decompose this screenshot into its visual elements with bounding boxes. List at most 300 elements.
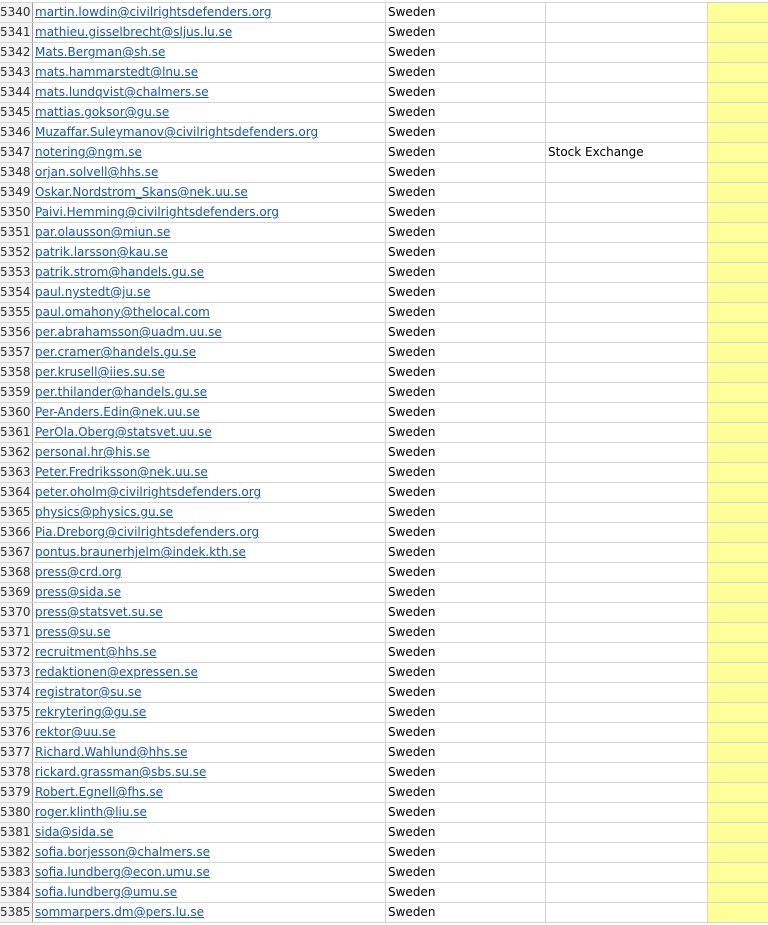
country-cell[interactable]: Sweden (386, 323, 546, 342)
highlighted-cell[interactable] (708, 823, 768, 842)
country-cell[interactable]: Sweden (386, 103, 546, 122)
email-cell[interactable] (33, 123, 386, 142)
email-cell[interactable] (33, 283, 386, 302)
email-cell[interactable] (33, 683, 386, 702)
note-cell[interactable] (546, 543, 708, 562)
email-link[interactable]: Per-Anders.Edin@nek.uu.se (35, 405, 200, 419)
email-link[interactable]: patrik.strom@handels.gu.se (35, 265, 205, 279)
email-link[interactable]: sida@sida.se (35, 825, 114, 839)
email-cell[interactable] (33, 223, 386, 242)
note-cell[interactable] (546, 323, 708, 342)
row-number[interactable]: 5367 (0, 543, 33, 562)
note-cell[interactable] (546, 203, 708, 222)
email-link[interactable]: Muzaffar.Suleymanov@civilrightsdefenders.org (35, 125, 319, 139)
email-cell[interactable] (33, 803, 386, 822)
highlighted-cell[interactable] (708, 523, 768, 542)
row-number[interactable]: 5376 (0, 723, 33, 742)
email-cell[interactable] (33, 763, 386, 782)
email-cell[interactable] (33, 583, 386, 602)
country-cell[interactable]: Sweden (386, 803, 546, 822)
country-cell[interactable]: Sweden (386, 543, 546, 562)
email-cell[interactable] (33, 483, 386, 502)
table-row (0, 583, 768, 603)
country-cell[interactable]: Sweden (386, 503, 546, 522)
highlighted-cell[interactable] (708, 683, 768, 702)
note-cell[interactable] (546, 643, 708, 662)
country-cell[interactable]: Sweden (386, 523, 546, 542)
email-cell[interactable] (33, 643, 386, 662)
highlighted-cell[interactable] (708, 743, 768, 762)
email-cell[interactable] (33, 863, 386, 882)
table-row (0, 223, 768, 243)
email-cell[interactable] (33, 163, 386, 182)
highlighted-cell[interactable] (708, 103, 768, 122)
highlighted-cell[interactable] (708, 283, 768, 302)
note-cell[interactable] (546, 563, 708, 582)
email-link[interactable]: rektor@uu.se (35, 725, 116, 739)
country-cell[interactable]: Sweden (386, 203, 546, 222)
email-link[interactable]: Peter.Fredriksson@nek.uu.se (35, 465, 208, 479)
note-cell[interactable] (546, 583, 708, 602)
note-cell[interactable] (546, 823, 708, 842)
email-link[interactable]: par.olausson@miun.se (35, 225, 171, 239)
email-cell[interactable] (33, 323, 386, 342)
email-link[interactable]: press@crd.org (35, 565, 122, 579)
note-cell[interactable] (546, 863, 708, 882)
highlighted-cell[interactable] (708, 623, 768, 642)
row-number[interactable]: 5373 (0, 663, 33, 682)
email-cell[interactable] (33, 563, 386, 582)
email-link[interactable]: Mats.Bergman@sh.se (35, 45, 166, 59)
email-cell[interactable] (33, 143, 386, 162)
row-number[interactable]: 5346 (0, 123, 33, 142)
email-link[interactable]: paul.omahony@thelocal.com (35, 305, 210, 319)
email-cell[interactable] (33, 183, 386, 202)
note-cell[interactable] (546, 243, 708, 262)
email-cell[interactable] (33, 703, 386, 722)
row-number[interactable]: 5352 (0, 243, 33, 262)
country-cell[interactable]: Sweden (386, 443, 546, 462)
email-cell[interactable] (33, 743, 386, 762)
note-cell[interactable] (546, 783, 708, 802)
note-cell[interactable]: Stock Exchange (546, 143, 708, 162)
row-number[interactable]: 5357 (0, 343, 33, 362)
highlighted-cell[interactable] (708, 643, 768, 662)
country-cell[interactable]: Sweden (386, 563, 546, 582)
note-cell[interactable] (546, 343, 708, 362)
note-cell[interactable] (546, 423, 708, 442)
country-cell[interactable]: Sweden (386, 23, 546, 42)
email-link[interactable]: peter.oholm@civilrightsdefenders.org (35, 485, 262, 499)
country-cell[interactable]: Sweden (386, 643, 546, 662)
row-number[interactable]: 5368 (0, 563, 33, 582)
country-cell[interactable]: Sweden (386, 143, 546, 162)
row-number[interactable]: 5370 (0, 603, 33, 622)
note-cell[interactable] (546, 703, 708, 722)
email-link[interactable]: rickard.grassman@sbs.su.se (35, 765, 207, 779)
row-number[interactable]: 5341 (0, 23, 33, 42)
note-cell[interactable] (546, 63, 708, 82)
table-row (0, 863, 768, 883)
table-row (0, 423, 768, 443)
email-cell[interactable] (33, 543, 386, 562)
row-number[interactable]: 5374 (0, 683, 33, 702)
email-link[interactable]: per.abrahamsson@uadm.uu.se (35, 325, 222, 339)
table-row (0, 3, 768, 23)
highlighted-cell[interactable] (708, 223, 768, 242)
email-link[interactable]: per.cramer@handels.gu.se (35, 345, 197, 359)
email-link[interactable]: sofia.lundberg@umu.se (35, 885, 178, 899)
highlighted-cell[interactable] (708, 483, 768, 502)
note-cell[interactable] (546, 403, 708, 422)
email-link[interactable]: press@su.se (35, 625, 111, 639)
country-cell[interactable]: Sweden (386, 43, 546, 62)
highlighted-cell[interactable] (708, 723, 768, 742)
country-cell[interactable]: Sweden (386, 743, 546, 762)
email-cell[interactable] (33, 3, 386, 22)
table-row (0, 563, 768, 583)
highlighted-cell[interactable] (708, 703, 768, 722)
note-cell[interactable] (546, 283, 708, 302)
email-link[interactable]: per.thilander@handels.gu.se (35, 385, 208, 399)
table-row (0, 443, 768, 463)
table-row (0, 283, 768, 303)
email-cell[interactable] (33, 603, 386, 622)
email-link[interactable]: physics@physics.gu.se (35, 505, 174, 519)
highlighted-cell[interactable] (708, 203, 768, 222)
table-row (0, 163, 768, 183)
row-number[interactable]: 5343 (0, 63, 33, 82)
note-cell[interactable] (546, 123, 708, 142)
email-link[interactable]: paul.nystedt@ju.se (35, 285, 151, 299)
row-number[interactable]: 5378 (0, 763, 33, 782)
table-row (0, 343, 768, 363)
table-row (0, 383, 768, 403)
row-number[interactable]: 5362 (0, 443, 33, 462)
note-cell[interactable] (546, 483, 708, 502)
note-cell[interactable] (546, 363, 708, 382)
note-cell[interactable] (546, 883, 708, 902)
note-cell[interactable] (546, 3, 708, 22)
country-cell[interactable]: Sweden (386, 703, 546, 722)
highlighted-cell[interactable] (708, 183, 768, 202)
email-link[interactable]: sofia.lundberg@econ.umu.se (35, 865, 210, 879)
table-row (0, 303, 768, 323)
country-cell[interactable]: Sweden (386, 863, 546, 882)
row-number[interactable]: 5380 (0, 803, 33, 822)
email-cell[interactable] (33, 403, 386, 422)
country-cell[interactable]: Sweden (386, 903, 546, 922)
row-number[interactable]: 5372 (0, 643, 33, 662)
row-number[interactable]: 5361 (0, 423, 33, 442)
table-row (0, 263, 768, 283)
highlighted-cell[interactable] (708, 363, 768, 382)
highlighted-cell[interactable] (708, 323, 768, 342)
table-row (0, 603, 768, 623)
country-cell[interactable]: Sweden (386, 263, 546, 282)
email-cell[interactable] (33, 663, 386, 682)
email-cell[interactable] (33, 523, 386, 542)
row-number[interactable]: 5364 (0, 483, 33, 502)
email-link[interactable]: press@statsvet.su.se (35, 605, 163, 619)
table-row (0, 83, 768, 103)
country-cell[interactable]: Sweden (386, 283, 546, 302)
country-cell[interactable]: Sweden (386, 363, 546, 382)
table-row (0, 763, 768, 783)
email-cell[interactable] (33, 503, 386, 522)
note-cell[interactable] (546, 683, 708, 702)
highlighted-cell[interactable] (708, 403, 768, 422)
email-cell[interactable] (33, 843, 386, 862)
email-link[interactable]: mattias.goksor@gu.se (35, 105, 170, 119)
note-cell[interactable] (546, 623, 708, 642)
table-row (0, 803, 768, 823)
email-link[interactable]: patrik.larsson@kau.se (35, 245, 168, 259)
highlighted-cell[interactable] (708, 303, 768, 322)
email-link[interactable]: mats.lundqvist@chalmers.se (35, 85, 209, 99)
country-cell[interactable]: Sweden (386, 123, 546, 142)
country-cell[interactable]: Sweden (386, 603, 546, 622)
email-link[interactable]: mats.hammarstedt@lnu.se (35, 65, 199, 79)
country-cell[interactable]: Sweden (386, 463, 546, 482)
table-row (0, 503, 768, 523)
note-cell[interactable] (546, 163, 708, 182)
highlighted-cell[interactable] (708, 563, 768, 582)
highlighted-cell[interactable] (708, 23, 768, 42)
highlighted-cell[interactable] (708, 463, 768, 482)
email-cell[interactable] (33, 903, 386, 922)
email-cell[interactable] (33, 43, 386, 62)
table-row (0, 143, 768, 163)
email-link[interactable]: Pia.Dreborg@civilrightsdefenders.org (35, 525, 260, 539)
row-number[interactable]: 5359 (0, 383, 33, 402)
note-cell[interactable] (546, 303, 708, 322)
email-link[interactable]: Richard.Wahlund@hhs.se (35, 745, 188, 759)
highlighted-cell[interactable] (708, 583, 768, 602)
note-cell[interactable] (546, 663, 708, 682)
row-number[interactable]: 5366 (0, 523, 33, 542)
highlighted-cell[interactable] (708, 603, 768, 622)
email-cell[interactable] (33, 343, 386, 362)
highlighted-cell[interactable] (708, 663, 768, 682)
country-cell[interactable]: Sweden (386, 823, 546, 842)
row-number[interactable]: 5382 (0, 843, 33, 862)
row-number[interactable]: 5350 (0, 203, 33, 222)
country-cell[interactable]: Sweden (386, 663, 546, 682)
row-number[interactable]: 5351 (0, 223, 33, 242)
email-cell[interactable] (33, 823, 386, 842)
email-link[interactable]: press@sida.se (35, 585, 122, 599)
highlighted-cell[interactable] (708, 863, 768, 882)
row-number[interactable]: 5356 (0, 323, 33, 342)
country-cell[interactable]: Sweden (386, 383, 546, 402)
highlighted-cell[interactable] (708, 503, 768, 522)
row-number[interactable]: 5375 (0, 703, 33, 722)
highlighted-cell[interactable] (708, 83, 768, 102)
email-link[interactable]: registrator@su.se (35, 685, 142, 699)
highlighted-cell[interactable] (708, 803, 768, 822)
row-number[interactable]: 5340 (0, 3, 33, 22)
email-link[interactable]: Robert.Egnell@fhs.se (35, 785, 163, 799)
email-link[interactable]: redaktionen@expressen.se (35, 665, 198, 679)
email-cell[interactable] (33, 443, 386, 462)
email-cell[interactable] (33, 423, 386, 442)
highlighted-cell[interactable] (708, 543, 768, 562)
country-cell[interactable]: Sweden (386, 783, 546, 802)
row-number[interactable]: 5379 (0, 783, 33, 802)
country-cell[interactable]: Sweden (386, 223, 546, 242)
email-cell[interactable] (33, 263, 386, 282)
note-cell[interactable] (546, 183, 708, 202)
note-cell[interactable] (546, 743, 708, 762)
row-number[interactable]: 5345 (0, 103, 33, 122)
email-cell[interactable] (33, 383, 386, 402)
email-link[interactable]: notering@ngm.se (35, 145, 142, 159)
spreadsheet-grid (0, 2, 768, 923)
country-cell[interactable]: Sweden (386, 763, 546, 782)
highlighted-cell[interactable] (708, 843, 768, 862)
email-cell[interactable] (33, 463, 386, 482)
country-cell[interactable]: Sweden (386, 683, 546, 702)
email-cell[interactable] (33, 63, 386, 82)
note-cell[interactable] (546, 803, 708, 822)
email-link[interactable]: PerOla.Oberg@statsvet.uu.se (35, 425, 212, 439)
highlighted-cell[interactable] (708, 123, 768, 142)
row-number[interactable]: 5381 (0, 823, 33, 842)
country-cell[interactable]: Sweden (386, 843, 546, 862)
highlighted-cell[interactable] (708, 343, 768, 362)
row-number[interactable]: 5369 (0, 583, 33, 602)
email-link[interactable]: sommarpers.dm@pers.lu.se (35, 905, 204, 919)
row-number[interactable]: 5349 (0, 183, 33, 202)
highlighted-cell[interactable] (708, 783, 768, 802)
note-cell[interactable] (546, 603, 708, 622)
highlighted-cell[interactable] (708, 3, 768, 22)
note-cell[interactable] (546, 763, 708, 782)
row-number[interactable]: 5344 (0, 83, 33, 102)
country-cell[interactable]: Sweden (386, 163, 546, 182)
email-cell[interactable] (33, 243, 386, 262)
email-cell[interactable] (33, 363, 386, 382)
email-link[interactable]: rekrytering@gu.se (35, 705, 147, 719)
country-cell[interactable]: Sweden (386, 343, 546, 362)
email-link[interactable]: Oskar.Nordstrom_Skans@nek.uu.se (35, 185, 248, 199)
email-link[interactable]: orjan.solvell@hhs.se (35, 165, 159, 179)
country-cell[interactable]: Sweden (386, 583, 546, 602)
row-number[interactable]: 5385 (0, 903, 33, 922)
email-cell[interactable] (33, 83, 386, 102)
email-cell[interactable] (33, 623, 386, 642)
highlighted-cell[interactable] (708, 143, 768, 162)
row-number[interactable]: 5353 (0, 263, 33, 282)
table-row (0, 723, 768, 743)
country-cell[interactable]: Sweden (386, 403, 546, 422)
email-cell[interactable] (33, 23, 386, 42)
row-number[interactable]: 5371 (0, 623, 33, 642)
note-cell[interactable] (546, 463, 708, 482)
note-cell[interactable] (546, 443, 708, 462)
note-cell[interactable] (546, 843, 708, 862)
highlighted-cell[interactable] (708, 903, 768, 922)
row-number[interactable]: 5363 (0, 463, 33, 482)
country-cell[interactable]: Sweden (386, 243, 546, 262)
note-cell[interactable] (546, 263, 708, 282)
highlighted-cell[interactable] (708, 763, 768, 782)
note-cell[interactable] (546, 83, 708, 102)
highlighted-cell[interactable] (708, 163, 768, 182)
email-cell[interactable] (33, 203, 386, 222)
country-cell[interactable]: Sweden (386, 883, 546, 902)
country-cell[interactable]: Sweden (386, 183, 546, 202)
row-number[interactable]: 5384 (0, 883, 33, 902)
row-number[interactable]: 5365 (0, 503, 33, 522)
email-link[interactable]: sofia.borjesson@chalmers.se (35, 845, 210, 859)
row-number[interactable]: 5355 (0, 303, 33, 322)
note-cell[interactable] (546, 523, 708, 542)
highlighted-cell[interactable] (708, 443, 768, 462)
row-number[interactable]: 5342 (0, 43, 33, 62)
highlighted-cell[interactable] (708, 43, 768, 62)
highlighted-cell[interactable] (708, 63, 768, 82)
email-link[interactable]: Paivi.Hemming@civilrightsdefenders.org (35, 205, 280, 219)
country-cell[interactable]: Sweden (386, 623, 546, 642)
email-cell[interactable] (33, 783, 386, 802)
country-cell[interactable]: Sweden (386, 483, 546, 502)
row-number[interactable]: 5358 (0, 363, 33, 382)
row-number[interactable]: 5383 (0, 863, 33, 882)
note-cell[interactable] (546, 723, 708, 742)
highlighted-cell[interactable] (708, 263, 768, 282)
note-cell[interactable] (546, 43, 708, 62)
country-cell[interactable]: Sweden (386, 83, 546, 102)
note-cell[interactable] (546, 23, 708, 42)
email-link[interactable]: pontus.braunerhjelm@indek.kth.se (35, 545, 246, 559)
email-link[interactable]: per.krusell@iies.su.se (35, 365, 165, 379)
email-link[interactable]: martin.lowdin@civilrightsdefenders.org (35, 5, 272, 19)
highlighted-cell[interactable] (708, 383, 768, 402)
note-cell[interactable] (546, 103, 708, 122)
country-cell[interactable]: Sweden (386, 423, 546, 442)
row-number[interactable]: 5377 (0, 743, 33, 762)
table-row (0, 643, 768, 663)
email-cell[interactable] (33, 883, 386, 902)
row-number[interactable]: 5347 (0, 143, 33, 162)
highlighted-cell[interactable] (708, 243, 768, 262)
email-cell[interactable] (33, 103, 386, 122)
table-row (0, 883, 768, 903)
row-number[interactable]: 5354 (0, 283, 33, 302)
email-link[interactable]: personal.hr@his.se (35, 445, 150, 459)
country-cell[interactable]: Sweden (386, 3, 546, 22)
note-cell[interactable] (546, 223, 708, 242)
email-cell[interactable] (33, 303, 386, 322)
email-link[interactable]: roger.klinth@liu.se (35, 805, 147, 819)
highlighted-cell[interactable] (708, 423, 768, 442)
email-link[interactable]: recruitment@hhs.se (35, 645, 157, 659)
highlighted-cell[interactable] (708, 883, 768, 902)
row-number[interactable]: 5360 (0, 403, 33, 422)
note-cell[interactable] (546, 503, 708, 522)
email-cell[interactable] (33, 723, 386, 742)
table-row (0, 523, 768, 543)
note-cell[interactable] (546, 383, 708, 402)
country-cell[interactable]: Sweden (386, 303, 546, 322)
row-number[interactable]: 5348 (0, 163, 33, 182)
note-cell[interactable] (546, 903, 708, 922)
email-link[interactable]: mathieu.gisselbrecht@sljus.lu.se (35, 25, 233, 39)
country-cell[interactable]: Sweden (386, 63, 546, 82)
country-cell[interactable]: Sweden (386, 723, 546, 742)
